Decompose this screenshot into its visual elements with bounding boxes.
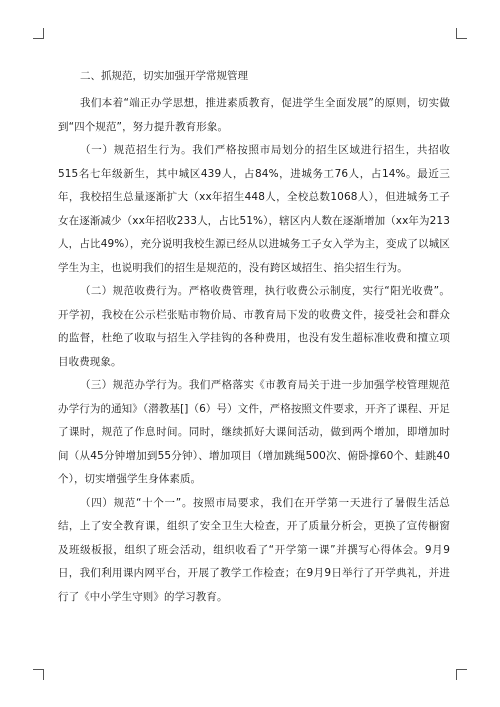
- document-body: [58, 68, 450, 609]
- crop-mark-top-left: [33, 28, 44, 39]
- paragraph-enrollment: （一）规范招生行为。我们严格按照市局划分的招生区域进行招生，共招收515名七年级新生，其中城区439人，占84%，进城务工76人，占14%。最近三年，我校招生总量逐渐扩大（xx年招生448人，全校总数1068人），但进城务工子女在逐渐减少（xx年招收233人，占比51%），辖区内人数在逐渐增加（xx年为213人，占比49%），充分说明我校生源已经从以进城务工子女入学为主，变成了以城区学生为主，也说明我们的招生是规范的，没有跨区域招生、掐尖招生行为。: [58, 144, 450, 274]
- section-heading: 二、抓规范，切实加强开学常规管理: [80, 70, 248, 82]
- crop-mark-bottom-right: [456, 669, 467, 680]
- paragraph-ten-ones: （四）规范“十个一”。按照市局要求，我们在开学第一天进行了暑假生活总结，上了安全教育课，组织了安全卫生大检查，开了质量分析会，更换了宣传橱窗及班级板报，组织了班会活动，组织收看了“开学第一课”并撰写心得体会。9月9日，我们利用课内网平台，开展了教学工作检查；在9月9日举行了开学典礼，并进行了《中小学生守则》的学习教育。: [58, 496, 450, 603]
- crop-mark-bottom-left: [33, 669, 44, 680]
- paragraph-school-conduct: （三）规范办学行为。我们严格落实《市教育局关于进一步加强学校管理规范办学行为的通知》（潜教基[]（6）号）文件，严格按照文件要求，开齐了课程、开足了课时，规范了作息时间。同时，继续抓好大课间活动，做到两个增加，即增加时间（从45分钟增加到55分钟）、增加项目（增加跳绳500次、俯卧撑60个、蛙跳40个），切实增强学生身体素质。: [58, 379, 450, 485]
- paragraph-fees: （二）规范收费行为。严格收费管理，执行收费公示制度，实行“阳光收费”。开学初，我校在公示栏张贴市物价局、市教育局下发的收费文件，接受社会和群众的监督，杜绝了收取与招生入学挂钩的各种费用，也没有发生超标准收费和擅立项目收费现象。: [58, 285, 450, 368]
- paragraph-intro: 我们本着“端正办学思想，推进素质教育，促进学生全面发展”的原则，切实做到“四个规范”，努力提升教育形象。: [58, 97, 450, 133]
- crop-mark-top-right: [456, 28, 467, 39]
